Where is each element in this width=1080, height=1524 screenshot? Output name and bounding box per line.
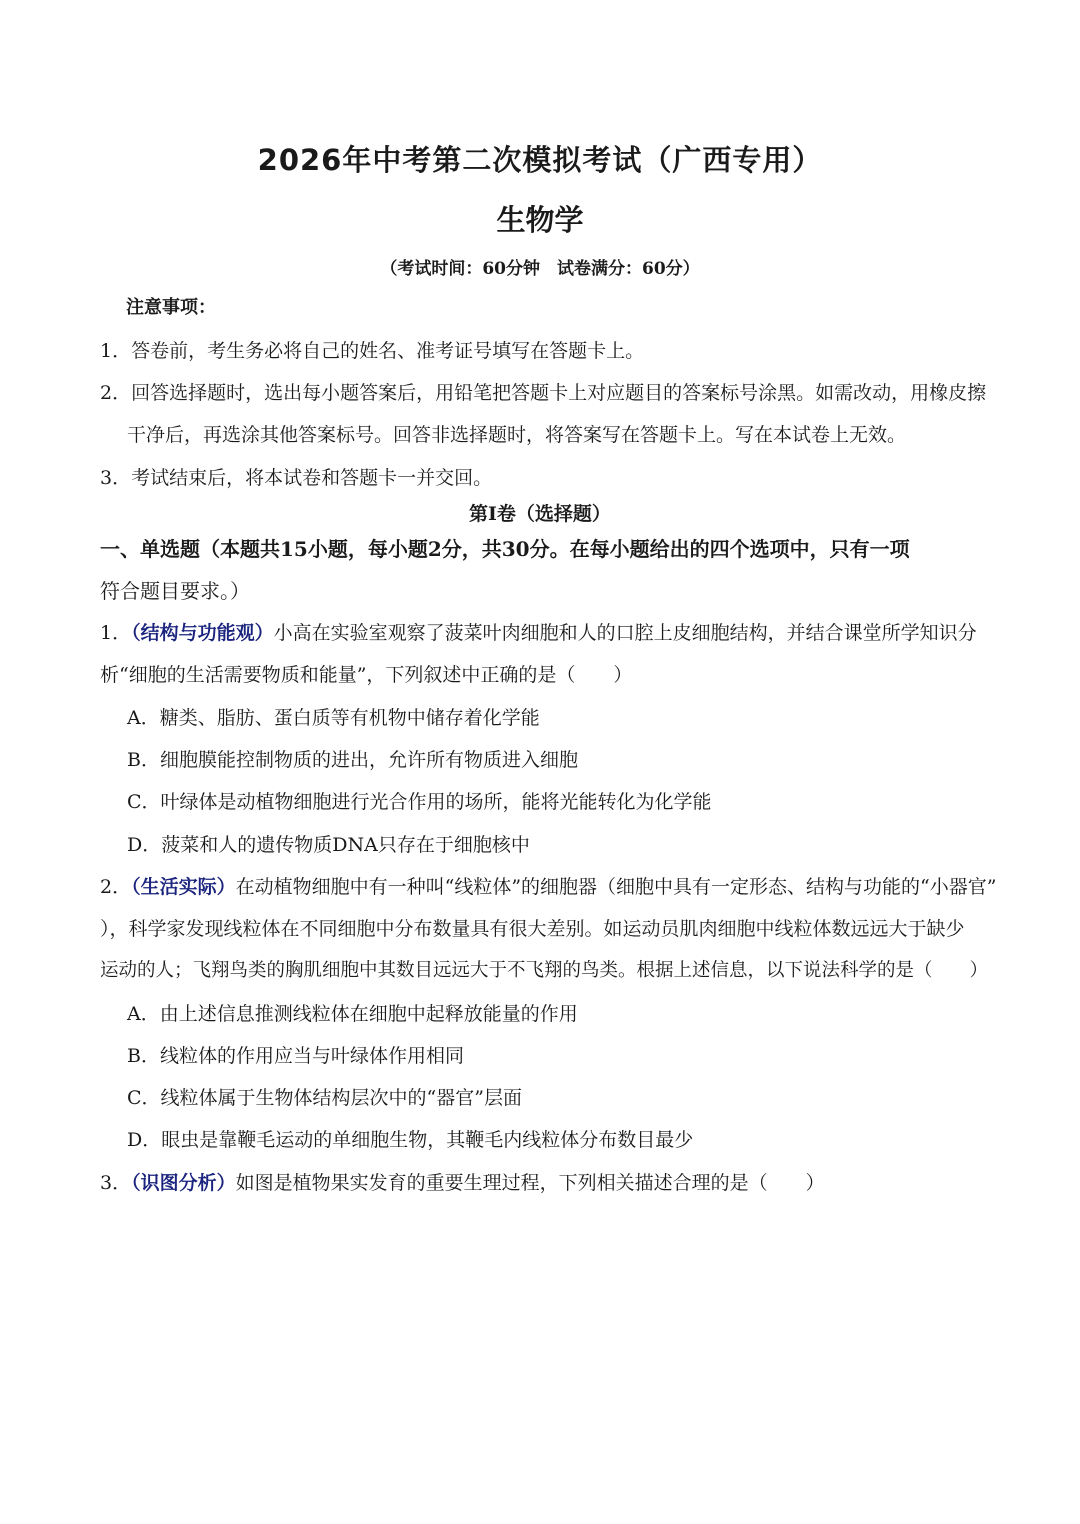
question-2-option-d: D．眼虫是靠鞭毛运动的单细胞生物，其鞭毛内线粒体分布数目最少 bbox=[127, 1129, 694, 1151]
question-1-stem-cont: 析“细胞的生活需要物质和能量”，下列叙述中正确的是（ ） bbox=[100, 664, 633, 686]
question-2-stem-cont: 运动的人；飞翔鸟类的胸肌细胞中其数目远远大于不飞翔的鸟类。根据上述信息，以下说法科学的是（ ） bbox=[100, 960, 989, 981]
question-3-stem bbox=[100, 1170, 825, 1196]
question-text: 在动植物细胞中有一种叫“线粒体”的细胞器（细胞中具有一定形态、结构与功能的“小器官” bbox=[235, 876, 997, 898]
notes-item: 1．答卷前，考生务必将自己的姓名、准考证号填写在答题卡上。 bbox=[100, 340, 645, 362]
notes-item: 2．回答选择题时，选出每小题答案后，用铅笔把答题卡上对应题目的答案标号涂黑。如需改动，用橡皮擦 bbox=[100, 382, 987, 404]
notes-item: 3．考试结束后，将本试卷和答题卡一并交回。 bbox=[100, 467, 493, 489]
section-heading bbox=[100, 536, 910, 562]
question-text: 小高在实验室观察了菠菜叶肉细胞和人的口腔上皮细胞结构，并结合课堂所学知识分 bbox=[273, 622, 977, 644]
page-title: 2026年中考第二次模拟考试（广西专用） bbox=[257, 143, 823, 177]
question-tag: （识图分析） bbox=[131, 1172, 236, 1194]
question-2-stem-cont: ），科学家发现线粒体在不同细胞中分布数量具有很大差别。如运动员肌肉细胞中线粒体数远远大于缺少 bbox=[100, 918, 965, 940]
question-tag: （结构与功能观） bbox=[131, 622, 274, 644]
section-label: 一、单选题 bbox=[100, 537, 200, 561]
section-desc: （本题共15小题，每小题2分，共30分。在每小题给出的四个选项中，只有一项 bbox=[200, 537, 910, 561]
question-number: 3． bbox=[100, 1172, 132, 1194]
question-number: 1． bbox=[100, 622, 132, 644]
question-2-option-a: A．由上述信息推测线粒体在细胞中起释放能量的作用 bbox=[127, 1003, 578, 1025]
part1-heading: 第Ⅰ卷（选择题） bbox=[469, 503, 611, 525]
question-1-option-d: D．菠菜和人的遗传物质DNA只存在于细胞核中 bbox=[127, 834, 530, 856]
question-2-stem bbox=[100, 874, 996, 900]
question-2-option-b: B．线粒体的作用应当与叶绿体作用相同 bbox=[127, 1045, 464, 1067]
notes-heading: 注意事项： bbox=[126, 297, 216, 318]
question-text: 如图是植物果实发育的重要生理过程，下列相关描述合理的是（ ） bbox=[235, 1172, 825, 1194]
question-1-option-b: B．细胞膜能控制物质的进出，允许所有物质进入细胞 bbox=[127, 749, 578, 771]
question-1-option-a: A．糖类、脂肪、蛋白质等有机物中储存着化学能 bbox=[127, 707, 540, 729]
subject-title: 生物学 bbox=[496, 203, 584, 237]
exam-info: （考试时间：60分钟 试卷满分：60分） bbox=[380, 259, 700, 279]
question-2-option-c: C．线粒体属于生物体结构层次中的“器官”层面 bbox=[127, 1087, 522, 1109]
section-desc-cont: 符合题目要求。） bbox=[100, 579, 250, 603]
question-tag: （生活实际） bbox=[131, 876, 236, 898]
question-number: 2． bbox=[100, 876, 132, 898]
question-1-option-c: C．叶绿体是动植物细胞进行光合作用的场所，能将光能转化为化学能 bbox=[127, 791, 712, 813]
question-1-stem bbox=[100, 620, 977, 646]
notes-item: 干净后，再选涂其他答案标号。回答非选择题时，将答案写在答题卡上。写在本试卷上无效。 bbox=[127, 424, 907, 446]
